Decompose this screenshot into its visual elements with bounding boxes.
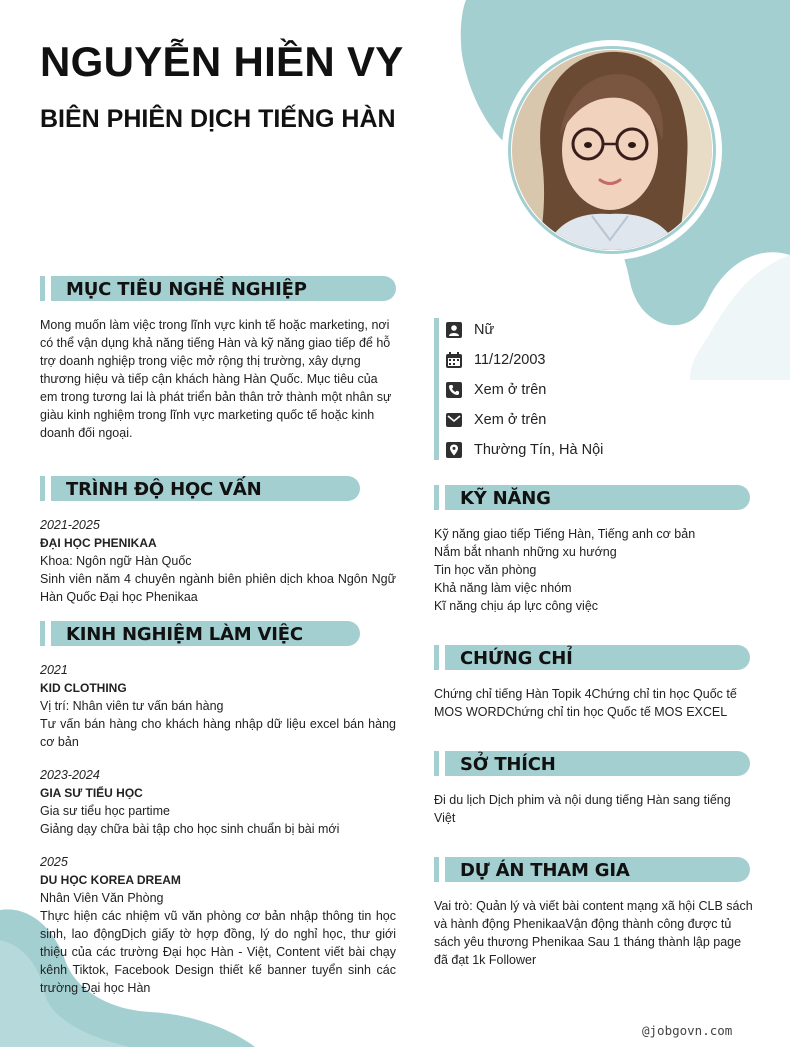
education-heading [40, 476, 360, 501]
skill-item: Kỹ năng giao tiếp Tiếng Hàn, Tiếng anh cơ bản [434, 527, 696, 541]
skill-item: Kĩ năng chịu áp lực công việc [434, 599, 599, 613]
birthday-text: 11/12/2003 [474, 352, 546, 368]
phone-icon [444, 380, 464, 400]
education-period: 2021-2025 [40, 518, 100, 532]
experience-item [40, 661, 396, 751]
contact-address [444, 435, 603, 465]
job-title: BIÊN PHIÊN DỊCH TIẾNG HÀN [40, 105, 396, 133]
experience-period: 2025 [40, 855, 68, 869]
projects-heading-text: DỰ ÁN THAM GIA [460, 860, 630, 881]
certificates-heading-text: CHỨNG CHỈ [460, 648, 573, 669]
skills-heading-text: KỸ NĂNG [460, 488, 551, 509]
experience-item [40, 766, 396, 838]
contact-phone [444, 375, 546, 405]
mail-icon [444, 410, 464, 430]
skill-item: Nắm bắt nhanh những xu hướng [434, 545, 617, 559]
experience-item [40, 853, 396, 997]
phone-text: Xem ở trên [474, 382, 547, 398]
experience-role: Vị trí: Nhân viên tư vấn bán hàng [40, 699, 224, 713]
objective-heading-text: MỤC TIÊU NGHỀ NGHIỆP [66, 279, 307, 300]
projects-heading [434, 857, 750, 882]
education-school: ĐẠI HỌC PHENIKAA [40, 536, 157, 550]
hobbies-text: Đi du lịch Dịch phim và nội dung tiếng Hàn sang tiếng Việt [434, 793, 731, 825]
objective-heading [40, 276, 396, 301]
experience-description: Thực hiện các nhiệm vũ văn phòng cơ bản nhập thông tin học sinh, lao độngDịch giấy tờ hợp đồng, lý do nghỉ học, thư giới thiệu của các trường Đại học Hàn - Việt, Content viết bài chạy kênh Tiktok, Facebook Design thiết kế banner tuyển sinh các trường Đại học Hàn [40, 909, 396, 995]
experience-company: KID CLOTHING [40, 681, 127, 695]
experience-period: 2023-2024 [40, 768, 100, 782]
gender-text: Nữ [474, 322, 495, 338]
person-icon [444, 320, 464, 340]
experience-description: Tư vấn bán hàng cho khách hàng nhập dữ liệu excel bán hàng cơ bản [40, 717, 396, 749]
hobbies-heading-text: SỞ THÍCH [460, 754, 556, 775]
certificates-heading [434, 645, 750, 670]
email-text: Xem ở trên [474, 412, 547, 428]
experience-heading [40, 621, 360, 646]
experience-heading-text: KINH NGHIỆM LÀM VIỆC [66, 624, 303, 645]
education-description: Sinh viên năm 4 chuyên ngành biên phiên dịch khoa Ngôn Ngữ Hàn Quốc Đại học Phenikaa [40, 572, 396, 604]
education-faculty: Khoa: Ngôn ngữ Hàn Quốc [40, 554, 192, 568]
objective-text: Mong muốn làm việc trong lĩnh vực kinh tế hoặc marketing, nơi có thể vận dụng khả năng tiếng Hàn và kỹ năng giao tiếp để hỗ trợ doanh nghiệp trong việc mở rộng thị trường, xây dựng thương hiệu và tiếp cận khách hàng Hàn Quốc. Mục tiêu của em trong tương lai là phát triển bản thân trở thành một nhân sự giàu kinh nghiệm trong lĩnh vực marketing quốc tế hoặc kinh doanh đối ngoại. [40, 318, 392, 440]
skills-list [434, 525, 754, 615]
projects-text: Vai trò: Quản lý và viết bài content mạng xã hội CLB sách và hành động PhenikaaVận động thành công được tủ sách yêu thương Phenikaa Sau 1 tháng thành lập page đã đạt 1k Follower [434, 899, 753, 967]
experience-period: 2021 [40, 663, 68, 677]
profile-photo [502, 40, 722, 260]
experience-company: DU HỌC KOREA DREAM [40, 873, 181, 887]
contact-gender [444, 315, 494, 345]
experience-description: Giảng dạy chữa bài tập cho học sinh chuẩn bị bài mới [40, 822, 340, 836]
location-pin-icon [444, 440, 464, 460]
skill-item: Khả năng làm việc nhóm [434, 581, 572, 595]
education-entry [40, 516, 396, 606]
skills-heading [434, 485, 750, 510]
calendar-icon [444, 350, 464, 370]
candidate-name: NGUYỄN HIỀN VY [40, 38, 404, 85]
education-heading-text: TRÌNH ĐỘ HỌC VẤN [66, 479, 262, 500]
experience-role: Nhân Viên Văn Phòng [40, 891, 164, 905]
footer-watermark: @jobgovn.com [642, 1023, 733, 1038]
experience-company: GIA SƯ TIỂU HỌC [40, 786, 143, 800]
certificates-text: Chứng chỉ tiếng Hàn Topik 4Chứng chỉ tin học Quốc tế MOS WORDChứng chỉ tin học Quốc tế MOS EXCEL [434, 687, 737, 719]
contact-accent-bar [434, 318, 439, 460]
contact-birthday [444, 345, 546, 375]
skill-item: Tin học văn phòng [434, 563, 537, 577]
contact-email [444, 405, 546, 435]
experience-role: Gia sư tiểu học partime [40, 804, 170, 818]
hobbies-heading [434, 751, 750, 776]
address-text: Thường Tín, Hà Nội [474, 442, 604, 458]
